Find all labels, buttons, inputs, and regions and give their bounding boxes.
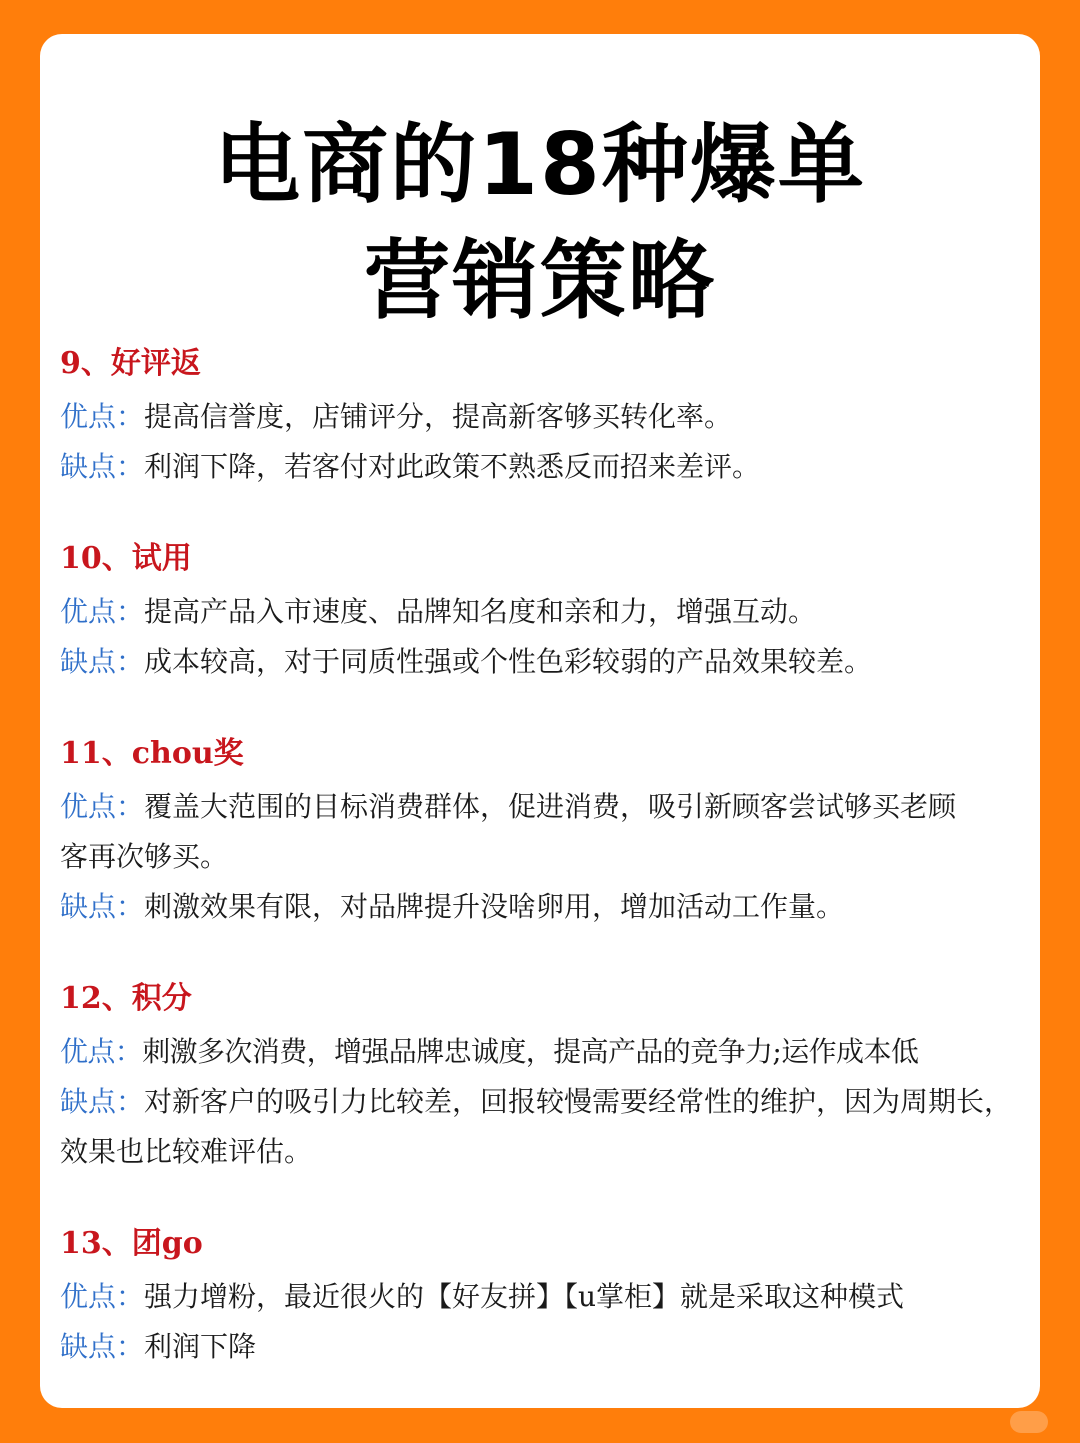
pros-text: 强力增粉，最近很火的【好友拼】【u掌柜】就是采取这种模式 [144,1280,905,1313]
cons-row [60,637,1020,687]
pros-label: 优点： [60,595,145,628]
cons-label: 缺点： [60,890,145,923]
cons-row [60,1077,1020,1177]
pros-text: 提高产品入市速度、品牌知名度和亲和力，增强互动。 [144,595,817,628]
cons-row [60,442,1020,492]
section-points [60,977,1020,1177]
section-good-review-rebate [60,342,1020,492]
cons-row [60,1322,1020,1372]
section-heading: 13、团go [60,1226,203,1261]
pros-row [60,1272,1020,1322]
pros-label: 优点： [60,1280,145,1313]
page-title-line-1: 电商的18种爆单 [214,115,866,215]
pros-text: 刺激多次消费，增强品牌忠诚度，提高产品的竞争力;运作成本低 [142,1035,919,1068]
section-heading: 9、好评返 [60,346,201,381]
pros-row [60,587,1020,637]
cons-row [60,882,1020,932]
section-lottery [60,732,1020,932]
cons-text: 利润下降 [144,1330,257,1363]
section-heading: 12、积分 [60,981,192,1016]
pros-label: 优点： [60,400,145,433]
pros-text: 提高信誉度，店铺评分，提高新客够买转化率。 [144,400,733,433]
cons-label: 缺点： [60,450,145,483]
section-heading: 11、chou奖 [60,736,244,771]
pros-text: 覆盖大范围的目标消费群体，促进消费，吸引新顾客尝试够买老顾客再次够买。 [60,790,957,873]
pros-label: 优点： [60,1035,143,1068]
pros-row [60,782,960,882]
pros-label: 优点： [60,790,145,823]
cons-text: 对新客户的吸引力比较差，回报较慢需要经常性的维护，因为周期长，效果也比较难评估。 [60,1085,1013,1168]
section-group-buy [60,1222,1020,1372]
cons-text: 成本较高，对于同质性强或个性色彩较弱的产品效果较差。 [144,645,873,678]
pros-row [60,1027,1020,1077]
section-trial [60,537,1020,687]
cons-text: 利润下降，若客付对此政策不熟悉反而招来差评。 [144,450,761,483]
cons-label: 缺点： [60,1085,145,1118]
cons-label: 缺点： [60,1330,145,1363]
cons-label: 缺点： [60,645,145,678]
pros-row [60,392,1020,442]
watermark-logo-icon [1010,1411,1048,1433]
page-title-line-2: 营销策略 [364,231,716,331]
cons-text: 刺激效果有限，对品牌提升没啥卵用，增加活动工作量。 [144,890,845,923]
section-heading: 10、试用 [60,541,192,576]
content-card [40,34,1040,1408]
